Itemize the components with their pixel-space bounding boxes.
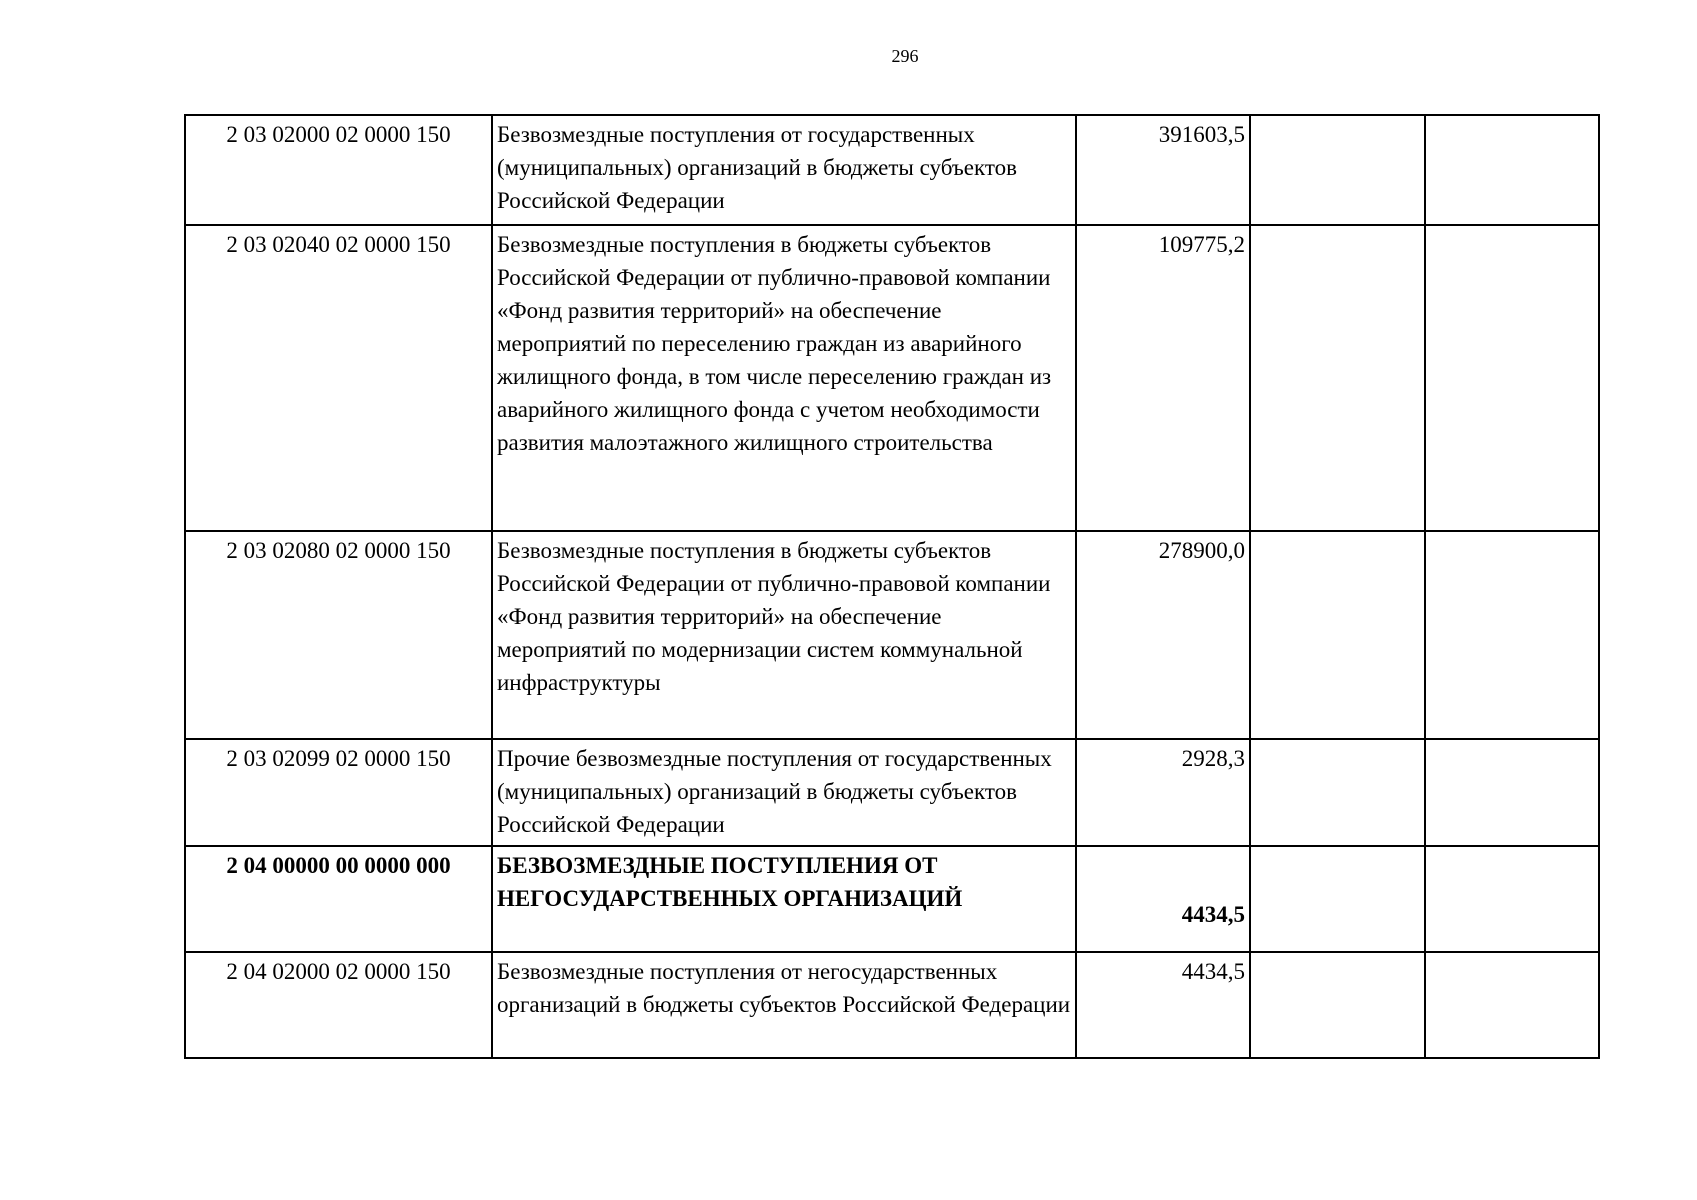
revenue-name: Прочие безвозмездные поступления от государственных (муниципальных) организаций в бюджеты субъектов Российской Федерации (492, 739, 1076, 846)
table-row (185, 225, 1599, 531)
revenue-amount: 391603,5 (1076, 115, 1250, 225)
revenue-amount: 2928,3 (1076, 739, 1250, 846)
revenue-name: Безвозмездные поступления в бюджеты субъектов Российской Федерации от публично-правовой компании «Фонд развития территорий» на обеспечение мероприятий по переселению граждан из аварийного жилищного фонда, в том числе переселению граждан из аварийного жилищного фонда с учетом необходимости развития малоэтажного жилищного строительства (492, 225, 1076, 531)
revenue-code: 2 04 00000 00 0000 000 (185, 846, 492, 952)
empty-cell (1425, 531, 1599, 739)
empty-cell (1250, 115, 1425, 225)
empty-cell (1250, 952, 1425, 1058)
revenue-code: 2 03 02099 02 0000 150 (185, 739, 492, 846)
table-row (185, 952, 1599, 1058)
table-row (185, 739, 1599, 846)
table-row (185, 115, 1599, 225)
empty-cell (1425, 846, 1599, 952)
revenue-amount: 4434,5 (1076, 846, 1250, 952)
revenue-amount: 4434,5 (1076, 952, 1250, 1058)
empty-cell (1250, 739, 1425, 846)
revenue-code: 2 03 02040 02 0000 150 (185, 225, 492, 531)
revenue-code: 2 03 02080 02 0000 150 (185, 531, 492, 739)
empty-cell (1425, 115, 1599, 225)
revenue-code: 2 03 02000 02 0000 150 (185, 115, 492, 225)
empty-cell (1425, 225, 1599, 531)
revenue-name: Безвозмездные поступления от государственных (муниципальных) организаций в бюджеты субъектов Российской Федерации (492, 115, 1076, 225)
revenue-name: БЕЗВОЗМЕЗДНЫЕ ПОСТУПЛЕНИЯ ОТ НЕГОСУДАРСТВЕННЫХ ОРГАНИЗАЦИЙ (492, 846, 1076, 952)
revenue-amount: 109775,2 (1076, 225, 1250, 531)
table-row-section (185, 846, 1599, 952)
page-number: 296 (891, 46, 919, 66)
revenue-amount: 278900,0 (1076, 531, 1250, 739)
revenue-name: Безвозмездные поступления в бюджеты субъектов Российской Федерации от публично-правовой компании «Фонд развития территорий» на обеспечение мероприятий по модернизации систем коммунальной инфраструктуры (492, 531, 1076, 739)
table-row (185, 531, 1599, 739)
revenue-name: Безвозмездные поступления от негосударственных организаций в бюджеты субъектов Российской Федерации (492, 952, 1076, 1058)
empty-cell (1425, 952, 1599, 1058)
empty-cell (1250, 225, 1425, 531)
revenue-code: 2 04 02000 02 0000 150 (185, 952, 492, 1058)
empty-cell (1250, 531, 1425, 739)
budget-revenue-table (184, 114, 1600, 1059)
empty-cell (1250, 846, 1425, 952)
empty-cell (1425, 739, 1599, 846)
